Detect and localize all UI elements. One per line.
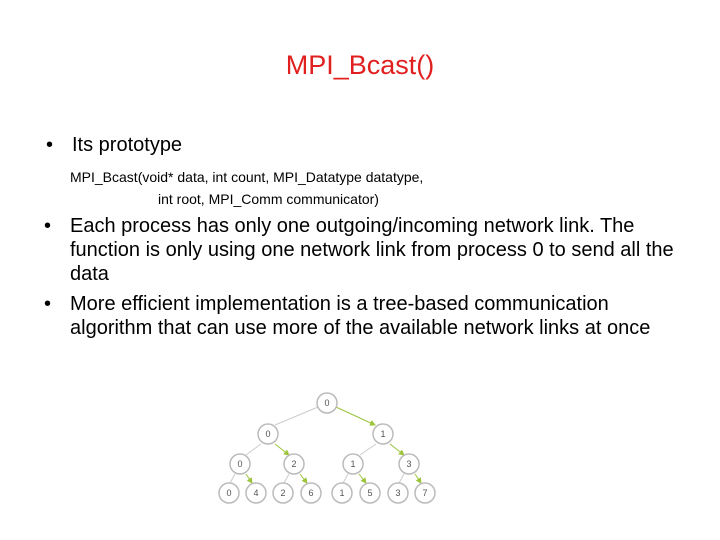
tree-node-label: 0 xyxy=(324,398,330,408)
bullet-marker: • xyxy=(44,215,52,237)
slide-title: MPI_Bcast() xyxy=(285,50,435,80)
tree-edge xyxy=(415,474,421,483)
tree-node-label: 1 xyxy=(350,459,356,469)
tree-edges xyxy=(230,407,421,483)
bullet-prototype xyxy=(44,133,182,157)
prototype-line-1: MPI_Bcast(void* data, int count, MPI_Datatype datatype, xyxy=(70,169,424,185)
tree-edge xyxy=(300,474,307,483)
tree-edge xyxy=(343,474,348,483)
tree-edge xyxy=(359,474,366,483)
bullet-marker: • xyxy=(46,134,54,156)
tree-edge xyxy=(336,407,375,425)
tree-node-label: 0 xyxy=(226,488,232,498)
tree-node-label: 3 xyxy=(395,488,401,498)
tree-edge xyxy=(390,444,404,455)
tree-node-label: 7 xyxy=(422,488,428,498)
bullet-tree-based xyxy=(44,292,684,340)
tree-node-label: 3 xyxy=(406,459,412,469)
tree-edge xyxy=(230,474,235,483)
tree-node-label: 4 xyxy=(253,488,259,498)
tree-edge xyxy=(246,474,252,483)
bullet-list xyxy=(44,214,684,346)
broadcast-tree-diagram xyxy=(205,385,445,515)
tree-edge xyxy=(284,474,289,483)
tree-node-label: 2 xyxy=(291,459,297,469)
tree-edge xyxy=(360,444,376,455)
tree-node-label: 2 xyxy=(280,488,286,498)
tree-node-label: 0 xyxy=(237,459,243,469)
tree-node-label: 5 xyxy=(367,488,373,498)
tree-edge xyxy=(399,474,404,483)
bullet-one-link xyxy=(44,214,684,286)
prototype-line-2: int root, MPI_Comm communicator) xyxy=(158,191,379,207)
bullet-text: Its prototype xyxy=(72,134,183,156)
tree-edge xyxy=(275,444,289,455)
tree-node-label: 1 xyxy=(380,429,386,439)
tree-edge xyxy=(246,444,261,455)
bullet-text: Each process has only one outgoing/incoming network link. The function is only using one network link from process 0 to send all the data xyxy=(70,215,674,285)
tree-edge xyxy=(275,407,318,425)
tree-node-label: 1 xyxy=(339,488,345,498)
bullet-text: More efficient implementation is a tree-based communication algorithm that can use more of the available network links at once xyxy=(70,293,651,339)
bullet-marker: • xyxy=(44,293,52,315)
tree-node-label: 6 xyxy=(308,488,314,498)
tree-node-label: 0 xyxy=(265,429,271,439)
